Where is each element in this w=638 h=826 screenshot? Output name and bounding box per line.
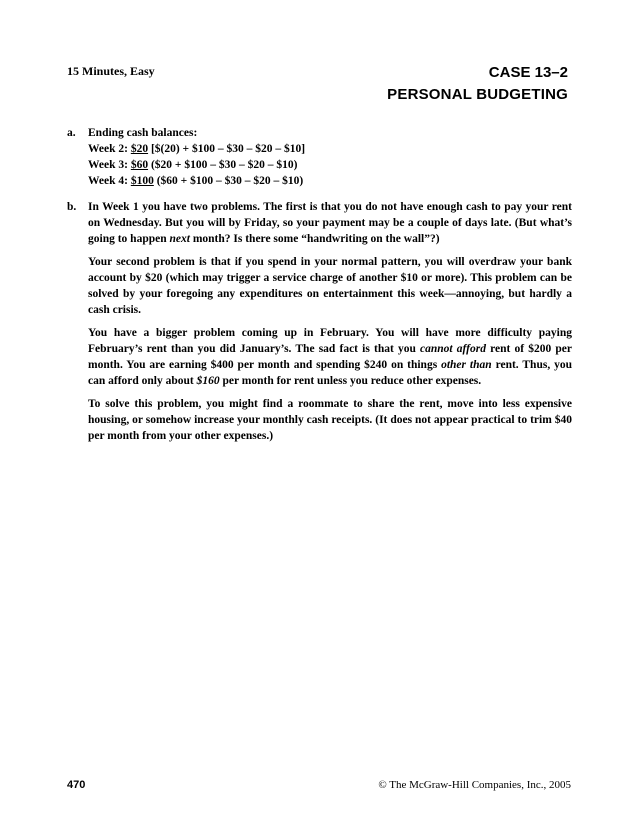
solution-content bbox=[67, 125, 572, 451]
page-number: 470 bbox=[67, 779, 86, 791]
part-a-marker: a. bbox=[67, 127, 76, 139]
week-3-line: Week 3: $60 ($20 + $100 – $30 – $20 – $10) bbox=[88, 159, 298, 171]
part-a-heading: Ending cash balances: bbox=[88, 127, 198, 139]
part-a-body bbox=[88, 125, 572, 189]
week-2-amount: $20 bbox=[130, 143, 149, 155]
week-4-amount: $100 bbox=[130, 175, 154, 187]
week-2-line: Week 2: $20 [$(20) + $100 – $30 – $20 – $10] bbox=[88, 143, 306, 155]
week-4-line: Week 4: $100 ($60 + $100 – $30 – $20 – $10) bbox=[88, 175, 304, 187]
part-b-body bbox=[88, 199, 572, 451]
week-3-amount: $60 bbox=[130, 159, 149, 171]
part-b-marker: b. bbox=[67, 201, 77, 213]
part-b bbox=[67, 199, 572, 451]
part-b-paragraph-2: Your second problem is that if you spend in your normal pattern, you will overdraw your bank account by $20 (which may trigger a service charge of another $10 or more). This problem can be solved by your foregoing any expenditures on entertainment this week—annoying, but hardly a cash crisis. bbox=[88, 256, 572, 316]
part-a bbox=[67, 125, 572, 189]
difficulty-note: 15 Minutes, Easy bbox=[67, 64, 155, 78]
case-heading bbox=[387, 62, 568, 106]
part-b-paragraph-1: In Week 1 you have two problems. The first is that you do not have enough cash to pay your rent on Wednesday. But you will by Friday, so your payment may be a couple of days late. (But what’s going to happen next month? Is there some “handwriting on the wall”?) bbox=[88, 201, 572, 245]
case-title: PERSONAL BUDGETING bbox=[387, 86, 568, 103]
part-b-paragraph-4: To solve this problem, you might find a roommate to share the rent, move into less expensive housing, or somehow increase your monthly cash receipts. (It does not appear practical to trim $40 per month from your other expenses.) bbox=[88, 398, 572, 442]
part-b-paragraph-3: You have a bigger problem coming up in February. You will have more difficulty paying February’s rent than you did January’s. The sad fact is that you cannot afford rent of $200 per month. You are earning $400 per month and spending $240 on things other than rent. Thus, you can afford only about $160 per month for rent unless you reduce other expenses. bbox=[88, 327, 572, 387]
copyright-notice: © The McGraw-Hill Companies, Inc., 2005 bbox=[378, 779, 571, 791]
case-number: CASE 13–2 bbox=[488, 64, 568, 81]
